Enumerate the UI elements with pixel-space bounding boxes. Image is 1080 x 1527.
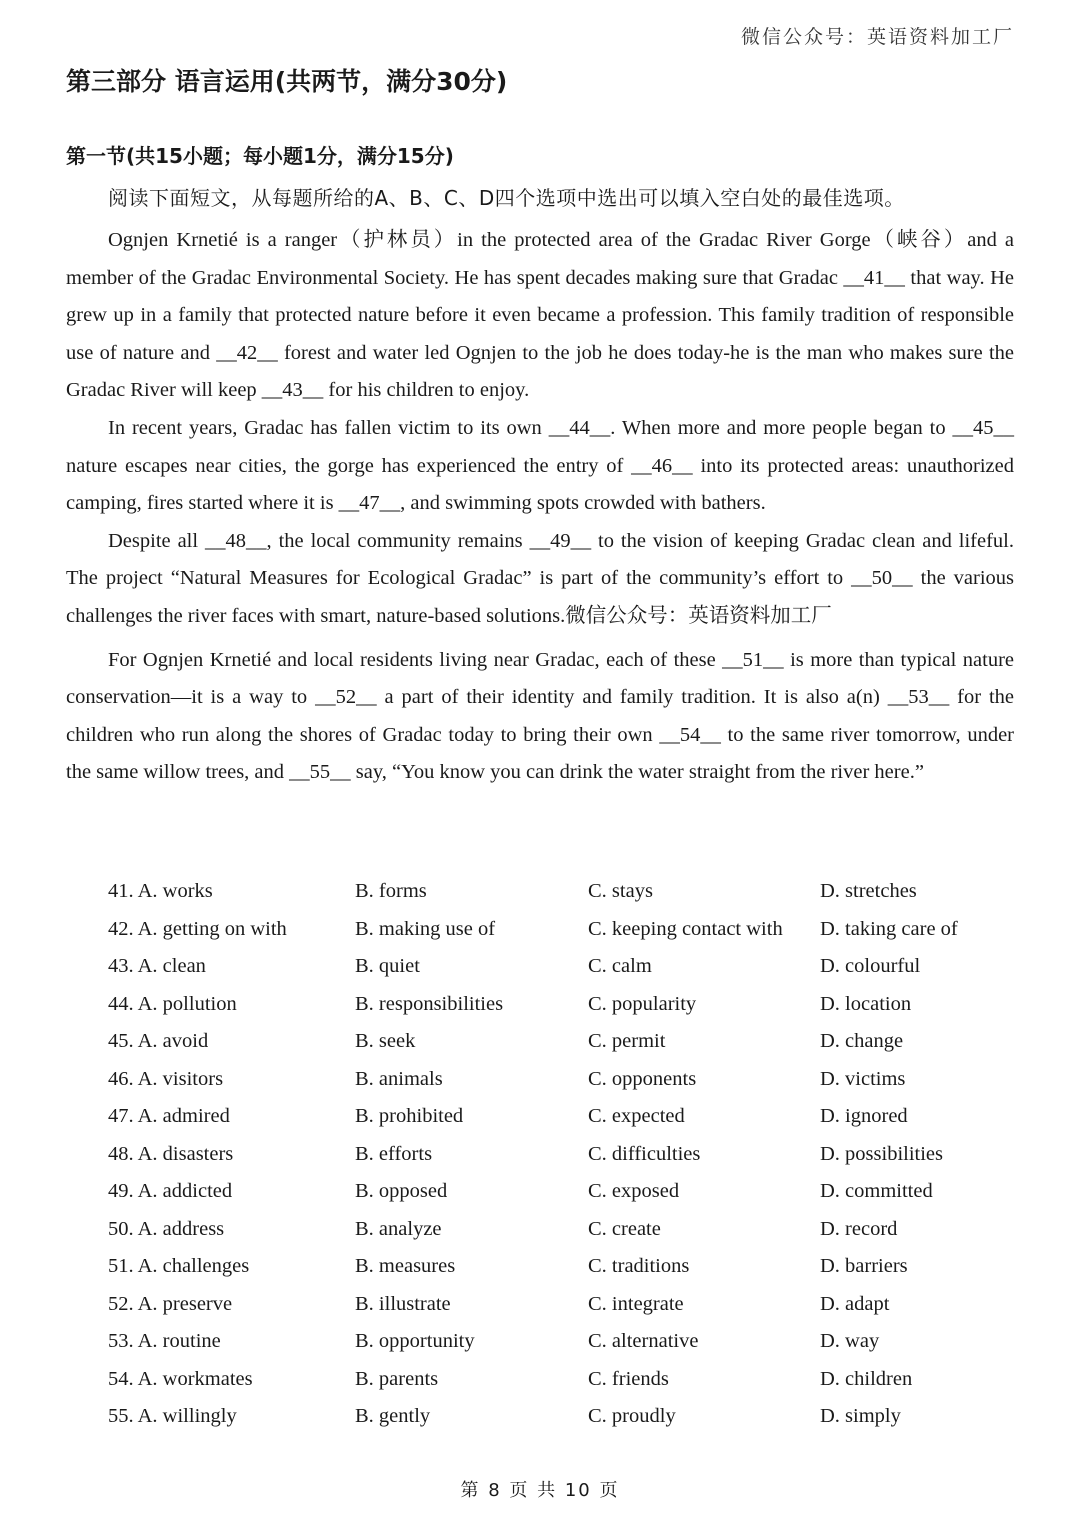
option-d: D. victims (820, 1067, 906, 1090)
option-a: 50. A. address (108, 1217, 225, 1240)
option-c: C. traditions (588, 1255, 690, 1278)
option-d: D. way (820, 1330, 880, 1353)
option-b: B. seek (355, 1030, 416, 1053)
page-number: 第 8 页 共 10 页 (460, 1480, 620, 1501)
option-b: B. prohibited (355, 1105, 464, 1128)
passage-paragraph: For Ognjen Krnetié and local residents living near Gradac, each of these __51__ is more than typical nature conservation—it is a way to __52__ a part of their identity and family tradition. It is also a(n) __53__ for the children who run along the shores of Gradac today to bring their own __54__ to the same river tomorrow, under the same willow trees, and __55__ say, “You know you can drink the water straight from the river here.” (66, 648, 1014, 784)
option-d: D. location (820, 992, 912, 1015)
option-a: 55. A. willingly (108, 1405, 237, 1428)
section-title: 第三部分 语言运用(共两节，满分30分) (66, 67, 508, 96)
option-c: C. friends (588, 1367, 669, 1390)
question-row (108, 911, 1028, 949)
option-c: C. opponents (588, 1067, 697, 1090)
option-b: B. measures (355, 1255, 456, 1278)
option-d: D. adapt (820, 1292, 890, 1315)
option-c: C. integrate (588, 1292, 684, 1315)
question-row (108, 1323, 1028, 1361)
option-b: B. responsibilities (355, 992, 504, 1015)
instructions: 阅读下面短文，从每题所给的A、B、C、D四个选项中选出可以填入空白处的最佳选项。 (108, 186, 905, 210)
option-d: D. possibilities (820, 1142, 944, 1165)
option-c: C. popularity (588, 992, 697, 1015)
question-row (108, 1023, 1028, 1061)
header-watermark: 微信公众号：英语资料加工厂 (740, 27, 1014, 48)
option-d: D. record (820, 1217, 898, 1240)
passage-paragraph: Despite all __48__, the local community remains __49__ to the vision of keeping Gradac clean and lifeful. The project “Natural Measures for Ecological Gradac” is part of the community’s effort to __50__ the various challenges the river faces with smart, nature-based solutions.微信公众号：英语资料加工厂 (66, 529, 1014, 627)
answer-options (108, 873, 1028, 1436)
option-b: B. forms (355, 880, 427, 903)
option-a: 54. A. workmates (108, 1367, 253, 1390)
option-a: 44. A. pollution (108, 992, 237, 1015)
question-row (108, 1286, 1028, 1324)
option-d: D. change (820, 1030, 904, 1053)
option-d: D. barriers (820, 1255, 908, 1278)
option-a: 41. A. works (108, 880, 213, 903)
option-a: 49. A. addicted (108, 1180, 233, 1203)
option-b: B. quiet (355, 955, 420, 978)
option-a: 51. A. challenges (108, 1255, 250, 1278)
option-b: B. making use of (355, 917, 496, 940)
question-row (108, 1398, 1028, 1436)
option-c: C. permit (588, 1030, 666, 1053)
question-row (108, 1061, 1028, 1099)
option-a: 48. A. disasters (108, 1142, 234, 1165)
passage-paragraph: Ognjen Krnetié is a ranger（护林员）in the protected area of the Gradac River Gorge（峡谷）and a member of the Gradac Environmental Society. He has spent decades making sure that Gradac __41__ that way. He grew up in a family that protected nature before it even became a profession. This family tradition of responsible use of nature and __42__ forest and water led Ognjen to the job he does today-he is the man who makes sure the Gradac River will keep __43__ for his children to enjoy. (66, 229, 1014, 402)
option-a: 46. A. visitors (108, 1067, 224, 1090)
question-row (108, 986, 1028, 1024)
option-a: 52. A. preserve (108, 1292, 233, 1315)
option-c: C. create (588, 1217, 661, 1240)
question-row (108, 1173, 1028, 1211)
option-d: D. ignored (820, 1105, 908, 1128)
option-c: C. alternative (588, 1330, 699, 1353)
option-a: 42. A. getting on with (108, 917, 287, 940)
option-a: 53. A. routine (108, 1330, 221, 1353)
option-d: D. committed (820, 1180, 933, 1203)
option-a: 47. A. admired (108, 1105, 230, 1128)
option-d: D. colourful (820, 955, 921, 978)
option-c: C. exposed (588, 1180, 680, 1203)
option-b: B. animals (355, 1067, 443, 1090)
option-c: C. stays (588, 880, 653, 903)
option-a: 43. A. clean (108, 955, 206, 978)
option-b: B. parents (355, 1367, 439, 1390)
option-c: C. expected (588, 1105, 685, 1128)
option-c: C. difficulties (588, 1142, 701, 1165)
question-row (108, 873, 1028, 911)
question-row (108, 1248, 1028, 1286)
option-d: D. children (820, 1367, 913, 1390)
question-row (108, 1098, 1028, 1136)
option-b: B. opposed (355, 1180, 448, 1203)
option-b: B. efforts (355, 1142, 433, 1165)
option-a: 45. A. avoid (108, 1030, 209, 1053)
question-row (108, 1211, 1028, 1249)
question-row (108, 1136, 1028, 1174)
question-row (108, 1361, 1028, 1399)
option-c: C. keeping contact with (588, 917, 783, 940)
option-c: C. calm (588, 955, 652, 978)
option-c: C. proudly (588, 1405, 676, 1428)
passage-paragraph: In recent years, Gradac has fallen victim to its own __44__. When more and more people began to __45__ nature escapes near cities, the gorge has experienced the entry of __46__ into its protected areas: unauthorized camping, fires started where it is __47__, and swimming spots crowded with bathers. (66, 416, 1014, 515)
option-d: D. stretches (820, 880, 917, 903)
option-b: B. opportunity (355, 1330, 475, 1353)
option-b: B. analyze (355, 1217, 442, 1240)
subsection-title: 第一节(共15小题；每小题1分，满分15分) (66, 144, 454, 168)
option-d: D. taking care of (820, 917, 958, 940)
reading-passage (66, 222, 1014, 792)
option-b: B. illustrate (355, 1292, 451, 1315)
question-row (108, 948, 1028, 986)
option-d: D. simply (820, 1405, 901, 1428)
option-b: B. gently (355, 1405, 431, 1428)
